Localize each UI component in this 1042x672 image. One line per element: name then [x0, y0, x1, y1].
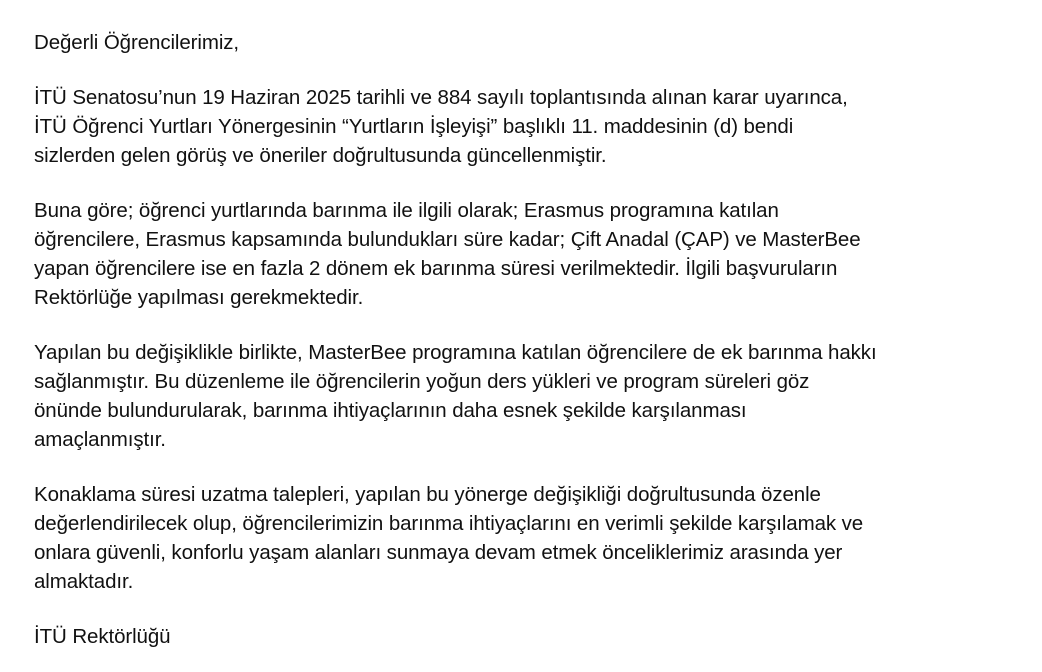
paragraph-line: değerlendirilecek olup, öğrencilerimizin barınma ihtiyaçlarını en verimli şekilde karşılamak ve — [34, 512, 864, 535]
paragraph-line: önünde bulundurularak, barınma ihtiyaçlarının daha esnek şekilde karşılanması — [34, 399, 747, 422]
salutation-text: Değerli Öğrencilerimiz, — [34, 31, 240, 54]
paragraph-line: sizlerden gelen görüş ve öneriler doğrultusunda güncellenmiştir. — [34, 144, 607, 167]
paragraph-senate-decision — [34, 83, 1034, 170]
spacer — [34, 312, 1034, 338]
paragraph-line: İTÜ Senatosu’nun 19 Haziran 2025 tarihli ve 884 sayılı toplantısında alınan karar uyarınca, — [34, 86, 848, 109]
paragraph-line: Rektörlüğe yapılması gerekmektedir. — [34, 286, 364, 309]
salutation — [34, 28, 1034, 57]
paragraph-line: Buna göre; öğrenci yurtlarında barınma ile ilgili olarak; Erasmus programına katılan — [34, 199, 779, 222]
paragraph-line: öğrencilere, Erasmus kapsamında bulundukları süre kadar; Çift Anadal (ÇAP) ve MasterBee — [34, 228, 861, 251]
paragraph-accommodation-rules — [34, 196, 1034, 312]
spacer — [34, 170, 1034, 196]
signature-text: İTÜ Rektörlüğü — [34, 625, 171, 648]
paragraph-line: Konaklama süresi uzatma talepleri, yapılan bu yönerge değişikliği doğrultusunda özenle — [34, 483, 821, 506]
spacer — [34, 57, 1034, 83]
spacer — [34, 596, 1034, 622]
paragraph-line: yapan öğrencilere ise en fazla 2 dönem ek barınma süresi verilmektedir. İlgili başvuruların — [34, 257, 838, 280]
paragraph-masterbee-change — [34, 338, 1034, 454]
paragraph-line: amaçlanmıştır. — [34, 428, 166, 451]
paragraph-extension-requests — [34, 480, 1034, 596]
announcement-letter — [34, 28, 1034, 651]
paragraph-line: İTÜ Öğrenci Yurtları Yönergesinin “Yurtların İşleyişi” başlıklı 11. maddesinin (d) bendi — [34, 115, 794, 138]
signature — [34, 622, 1034, 651]
spacer — [34, 454, 1034, 480]
paragraph-line: almaktadır. — [34, 570, 134, 593]
paragraph-line: Yapılan bu değişiklikle birlikte, MasterBee programına katılan öğrencilere de ek barınma hakkı — [34, 341, 877, 364]
paragraph-line: sağlanmıştır. Bu düzenleme ile öğrencilerin yoğun ders yükleri ve program süreleri göz — [34, 370, 810, 393]
paragraph-line: onlara güvenli, konforlu yaşam alanları sunmaya devam etmek önceliklerimiz arasında yer — [34, 541, 843, 564]
